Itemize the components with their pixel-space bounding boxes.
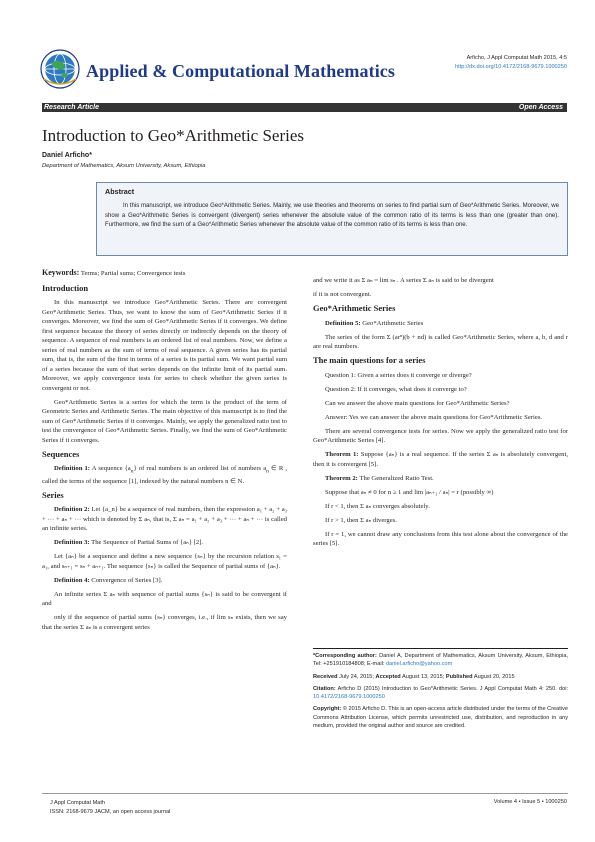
convergence-tests-paragraph: There are several convergence tests for series. Now we apply the generalized ratio test for Geo*Arithmetic Series [4]. [313, 427, 568, 444]
article-type-label: Research Article [44, 104, 99, 111]
theorem-2-case-less: If r < 1, then Σ aₙ converges absolutely. [325, 502, 430, 510]
footer-divider [42, 793, 568, 794]
definition-1-label: Definition 1: [54, 465, 91, 472]
theorem-1-label: Theorem 1: [325, 451, 359, 458]
definition-3-text: The Sequence of Partial Sums of {aₙ} [2]. [91, 539, 204, 547]
question-2: Question 2: If it converges, what does it converge to? [325, 385, 467, 393]
copyright-text: © 2015 Arficho D. This is an open-access article distributed under the terms of the Creative Commons Attribution License, which permits unrestricted use, distribution, and reproduction in any medium, provided the original author and source are credited. [313, 706, 568, 730]
corresponding-author-text: Daniel A, Department of Mathematics, Aksum University, Aksum, Ethiopia, Tel: +251910184808; E-mail: [313, 653, 568, 668]
convergence-notation-a: and we write it as Σ aₙ = lim sₙ . A series Σ aₙ is said to be divergent [313, 277, 494, 284]
theorem-1 [313, 450, 568, 469]
header-doi-link[interactable]: http://dx.doi.org/10.4172/2168-9679.1000250 [455, 64, 567, 70]
question-3: Can we answer the above main questions for Geo*Arithmetic Series? [325, 399, 510, 407]
article-title: Introduction to Geo*Arithmetic Series [42, 126, 305, 145]
definition-4-paragraph-1: An infinite series Σ aₙ with sequence of partial sums {sₙ} is said to be convergent if and [42, 590, 287, 608]
footer-journal-info [50, 799, 170, 817]
article-type-banner [42, 103, 567, 112]
citation-doi-link[interactable]: 10.4172/2168-9679.1000250 [313, 694, 385, 701]
theorem-2-case-equal: If r = 1, we cannot draw any conclusions from this test alone about the convergence of the series [5]. [313, 530, 568, 547]
left-column [42, 268, 287, 637]
definition-5-paragraph: The series of the form Σ (arⁿ)(b + nd) is called Geo*Arithmetic Series, where a, b, d and r are real numbers. [313, 333, 568, 350]
journal-logo-icon [40, 49, 80, 89]
keywords-text: Terms; Partial sums; Convergence tests [80, 270, 186, 277]
published-date: August 20, 2015 [473, 673, 515, 680]
series-heading: Series [42, 489, 64, 500]
received-label: Received [313, 673, 338, 680]
copyright-note [313, 705, 568, 730]
footnote-divider [313, 648, 568, 649]
theorem-2 [313, 474, 568, 484]
right-column [313, 276, 568, 553]
keywords-label: Keywords: [42, 268, 80, 277]
footer-journal: J Appl Computat Math [50, 800, 106, 806]
theorem-2-label: Theorem 2: [325, 474, 358, 482]
definition-1-text-c: ∈ R , called the terms of the sequence [1], indexed by the natural numbers n ∈ N. [42, 465, 287, 485]
citation-text: Arficho D (2015) Introduction to Geo*Arithmetic Series. J Appl Computat Math 4: 250. doi: [337, 685, 568, 692]
definition-1-text-a: A sequence {a [91, 465, 131, 472]
definition-4-label: Definition 4: [54, 576, 90, 584]
journal-title: Applied & Computational Mathematics [86, 61, 395, 81]
dates-note [313, 673, 568, 681]
definition-3 [42, 538, 287, 548]
open-access-label: Open Access [518, 104, 563, 111]
definition-1: Definition 1: A sequence $\{a_n\}$ of real numbers is an ordered list of numbers $a_n$ ∈ R , called the terms of the sequence [1], indexed by the natural numbers n ∈ N. [42, 465, 287, 485]
theorem-2-text: The Generalized Ratio Test. [359, 474, 434, 482]
definition-3-label: Definition 3: [54, 539, 90, 547]
convergence-notation-b: if it is not convergent. [313, 291, 372, 298]
main-questions-heading: The main questions for a series [313, 355, 426, 365]
definition-5 [313, 319, 568, 329]
definition-1-text-b: } of real numbers is an ordered list of numbers a [133, 465, 267, 472]
sequences-heading: Sequences [42, 448, 80, 459]
abstract-heading: Abstract [105, 187, 135, 196]
definition-2-text: Let {a_n} be a sequence of real numbers, then the expression a₁ + a₂ + a₃ + ··· + aₙ + ··· which is denoted by Σ aₙ, that is, Σ aₙ = a₁ + a₂ + a₃ + ··· + aₙ + ··· is called an infinite series. [42, 506, 287, 533]
received-date: July 24, 2015; [339, 673, 374, 680]
theorem-2-hypothesis: Suppose that aₙ ≠ 0 for n ≥ 1 and lim |aₙ₊₁ / aₙ| = r (possibly ∞) [325, 488, 494, 496]
accepted-date: August 13, 2015; [401, 673, 445, 680]
author-affiliation: Department of Mathematics, Aksum University, Aksum, Ethiopia [42, 163, 206, 169]
page-header [0, 0, 595, 100]
definition-4-paragraph-2: only if the sequence of partial sums {sₙ} converges, i.e., if lim sₙ exists, then we say that the series Σ aₙ is a convergent series [42, 614, 287, 631]
theorem-2-case-greater: If r > 1, then Σ aₙ diverges. [325, 516, 397, 524]
question-1: Question 1: Given a series does it converge or diverge? [325, 371, 472, 379]
footer-volume: Volume 4 • Issue 5 • 1000250 [493, 799, 567, 805]
answer: Answer: Yes we can answer the above main questions for Geo*Arithmetic Series. [325, 413, 543, 421]
intro-paragraph-2: Geo*Arithmetic Series is a series for which the term is the product of the term of Geometric Series and Arithmetic Series. The main objective of this manuscript is to find the sum of Geo*Arithmetic Series if it converges. Mainly, we apply the generalized ratio test to test the convergence of Geo*Arithmetic Series. Finally, we find the sum of Geo*Arithmetic Series if it converges. [42, 398, 287, 444]
definition-2-label: Definition 2: [54, 506, 90, 514]
abstract-box [96, 182, 568, 256]
corresponding-author-note [313, 652, 568, 669]
definition-4-text: Convergence of Series [3]. [91, 576, 163, 584]
abstract-text: In this manuscript, we introduce Geo*Arithmetic Series. Mainly, we use theories and theorems on series to find partial sum of Geo*Arithmetic Series. Moreover, we show a Geo*Arithmetic Series is convergent (divergent) series whenever the absolute value of the common ratio of its terms is less than one (greater than one). Furthermore, we find the sum of a Geo*Arithmetic Series whenever the absolute value of the common ratio of its terms is less than one. [105, 203, 559, 229]
header-citation: Arficho, J Appl Computat Math 2015, 4:5 [466, 55, 567, 61]
footer-issn: ISSN: 2168-9679 JACM, an open access journal [50, 809, 171, 815]
definition-5-text: Geo*Arithmetic Series [362, 319, 424, 327]
footnotes [313, 652, 568, 734]
published-label: Published [445, 673, 473, 680]
definition-2 [42, 505, 287, 534]
author-name: Daniel Arficho* [42, 152, 92, 159]
citation-note [313, 685, 568, 702]
introduction-heading: Introduction [42, 282, 89, 293]
copyright-label: Copyright: [313, 706, 342, 713]
geo-arithmetic-heading: Geo*Arithmetic Series [313, 303, 396, 313]
author-email-link[interactable]: daniel.arficho@yahoo.com [385, 661, 453, 668]
intro-paragraph-1: In this manuscript we introduce Geo*Arithmetic Series. There are convergent Geo*Arithmetic Series. Thus, we want to know the sum of Geo*Arithmetic Series if it converges. Moreover, we find the sum of Geo*Arithmetic Series if it converges. We define first sequence because the theory of series directly or indirectly depends on the theory of sequence. A sequence of real numbers is an ordered list of real numbers. Now, we define a series of real numbers as the sum of terms of real sequence. A given series has its partial sum, that is, the sum of the first in terms of a series is its partial sum. We want partial sum of a series because the sum of that series depends on the infinite limit of its partial sum. Moreover, we apply convergence tests for series to check whether the given series is convergent or not. [42, 299, 287, 392]
citation-label: Citation: [313, 685, 336, 692]
accepted-label: Accepted [375, 673, 401, 680]
definition-4 [42, 576, 287, 586]
definition-3-paragraph: Let {aₙ} be a sequence and define a new sequence {sₙ} by the recursion relation s₁ = a₁, and sₙ₊₁ = sₙ + aₙ₊₁. The sequence {sₙ} is called the Sequence of partial sums of {aₙ}. [42, 553, 287, 570]
keywords [42, 268, 287, 279]
corresponding-author-label: *Corresponding author: [313, 653, 377, 659]
theorem-1-text: Suppose {aₙ} is a real sequence. If the series Σ aₙ is absolutely convergent, then it is convergent [5]. [313, 451, 568, 468]
definition-5-label: Definition 5: [325, 319, 361, 327]
